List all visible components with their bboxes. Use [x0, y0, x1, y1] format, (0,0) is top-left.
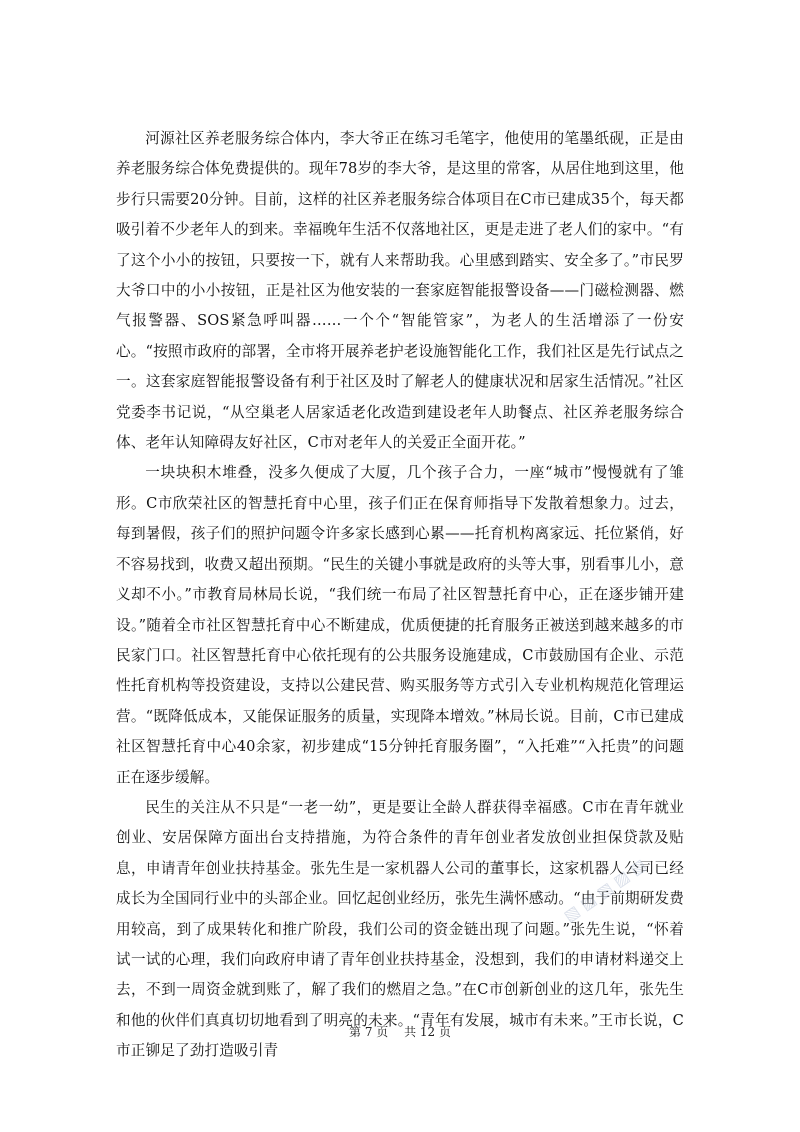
paragraph-youth-entrepreneurship: 民生的关注从不只是“一老一幼”，更是要让全龄人群获得幸福感。C市在青年就业创业、安居保障方面出台支持措施，为符合条件的青年创业者发放创业担保贷款及贴息，申请青年创业扶持基金。张先生是一家机器人公司的董事长，这家机器人公司已经成长为全国同行业中的头部企业。回忆起创业经历，张先生满怀感动。“由于前期研发费用较高，到了成果转化和推广阶段，我们公司的资金链出现了问题。”张先生说，“怀着试一试的心理，我们向政府申请了青年创业扶持基金，没想到，我们的申请材料递交上去，不到一周资金就到账了，解了我们的燃眉之急。”在C市创新创业的这几年，张先生和他的伙伴们真真切切地看到了明亮的未来。“青年有发展，城市有未来。”王市长说，C市正铆足了劲打造吸引青: [116, 798, 684, 1060]
page-footer: [0, 1024, 800, 1040]
page-number: 第 7 页 共 12 页: [349, 1025, 451, 1039]
watermark-stamp: ▧ ▨ ▧ ▨ ▧: [560, 854, 650, 926]
paragraph-elderly-care: 河源社区养老服务综合体内，李大爷正在练习毛笔字，他使用的笔墨纸砚，正是由养老服务综合体免费提供的。现年78岁的李大爷，是这里的常客，从居住地到这里，他步行只需要20分钟。目前，这样的社区养老服务综合体项目在C市已建成35个，每天都吸引着不少老年人的到来。幸福晚年生活不仅落地社区，更是走进了老人们的家中。“有了这个小小的按钮，只要按一下，就有人来帮助我。心里感到踏实、安全多了。”市民罗大爷口中的小小按钮，正是社区为他安装的一套家庭智能报警设备——门磁检测器、燃气报警器、SOS紧急呼叫器……一个个“智能管家”，为老人的生活增添了一份安心。“按照市政府的部署，全市将开展养老护老设施智能化工作，我们社区是先行试点之一。这套家庭智能报警设备有利于社区及时了解老人的健康状况和居家生活情况。”社区党委李书记说，“从空巢老人居家适老化改造到建设老年人助餐点、社区养老服务综合体、老年认知障碍友好社区，C市对老年人的关爱正全面开花。”: [116, 130, 684, 452]
paragraph-childcare: 一块块积木堆叠，没多久便成了大厦，几个孩子合力，一座“城市”慢慢就有了雏形。C市欣荣社区的智慧托育中心里，孩子们正在保育师指导下发散着想象力。过去，每到暑假，孩子们的照护问题令许多家长感到心累——托育机构离家远、托位紧俏，好不容易找到，收费又超出预期。“民生的关键小事就是政府的头等大事，别看事儿小，意义却不小。”市教育局林局长说，“我们统一布局了社区智慧托育中心，正在逐步铺开建设。”随着全市社区智慧托育中心不断建成，优质便捷的托育服务正被送到越来越多的市民家门口。社区智慧托育中心依托现有的公共服务设施建成，C市鼓励国有企业、示范性托育机构等投资建设，支持以公建民营、购买服务等方式引入专业机构规范化管理运营。“既降低成本，又能保证服务的质量，实现降本增效。”林局长说。目前，C市已建成社区智慧托育中心40余家，初步建成“15分钟托育服务圈”，“入托难”“入托贵”的问题正在逐步缓解。: [116, 464, 684, 786]
article-body: [116, 124, 684, 1067]
